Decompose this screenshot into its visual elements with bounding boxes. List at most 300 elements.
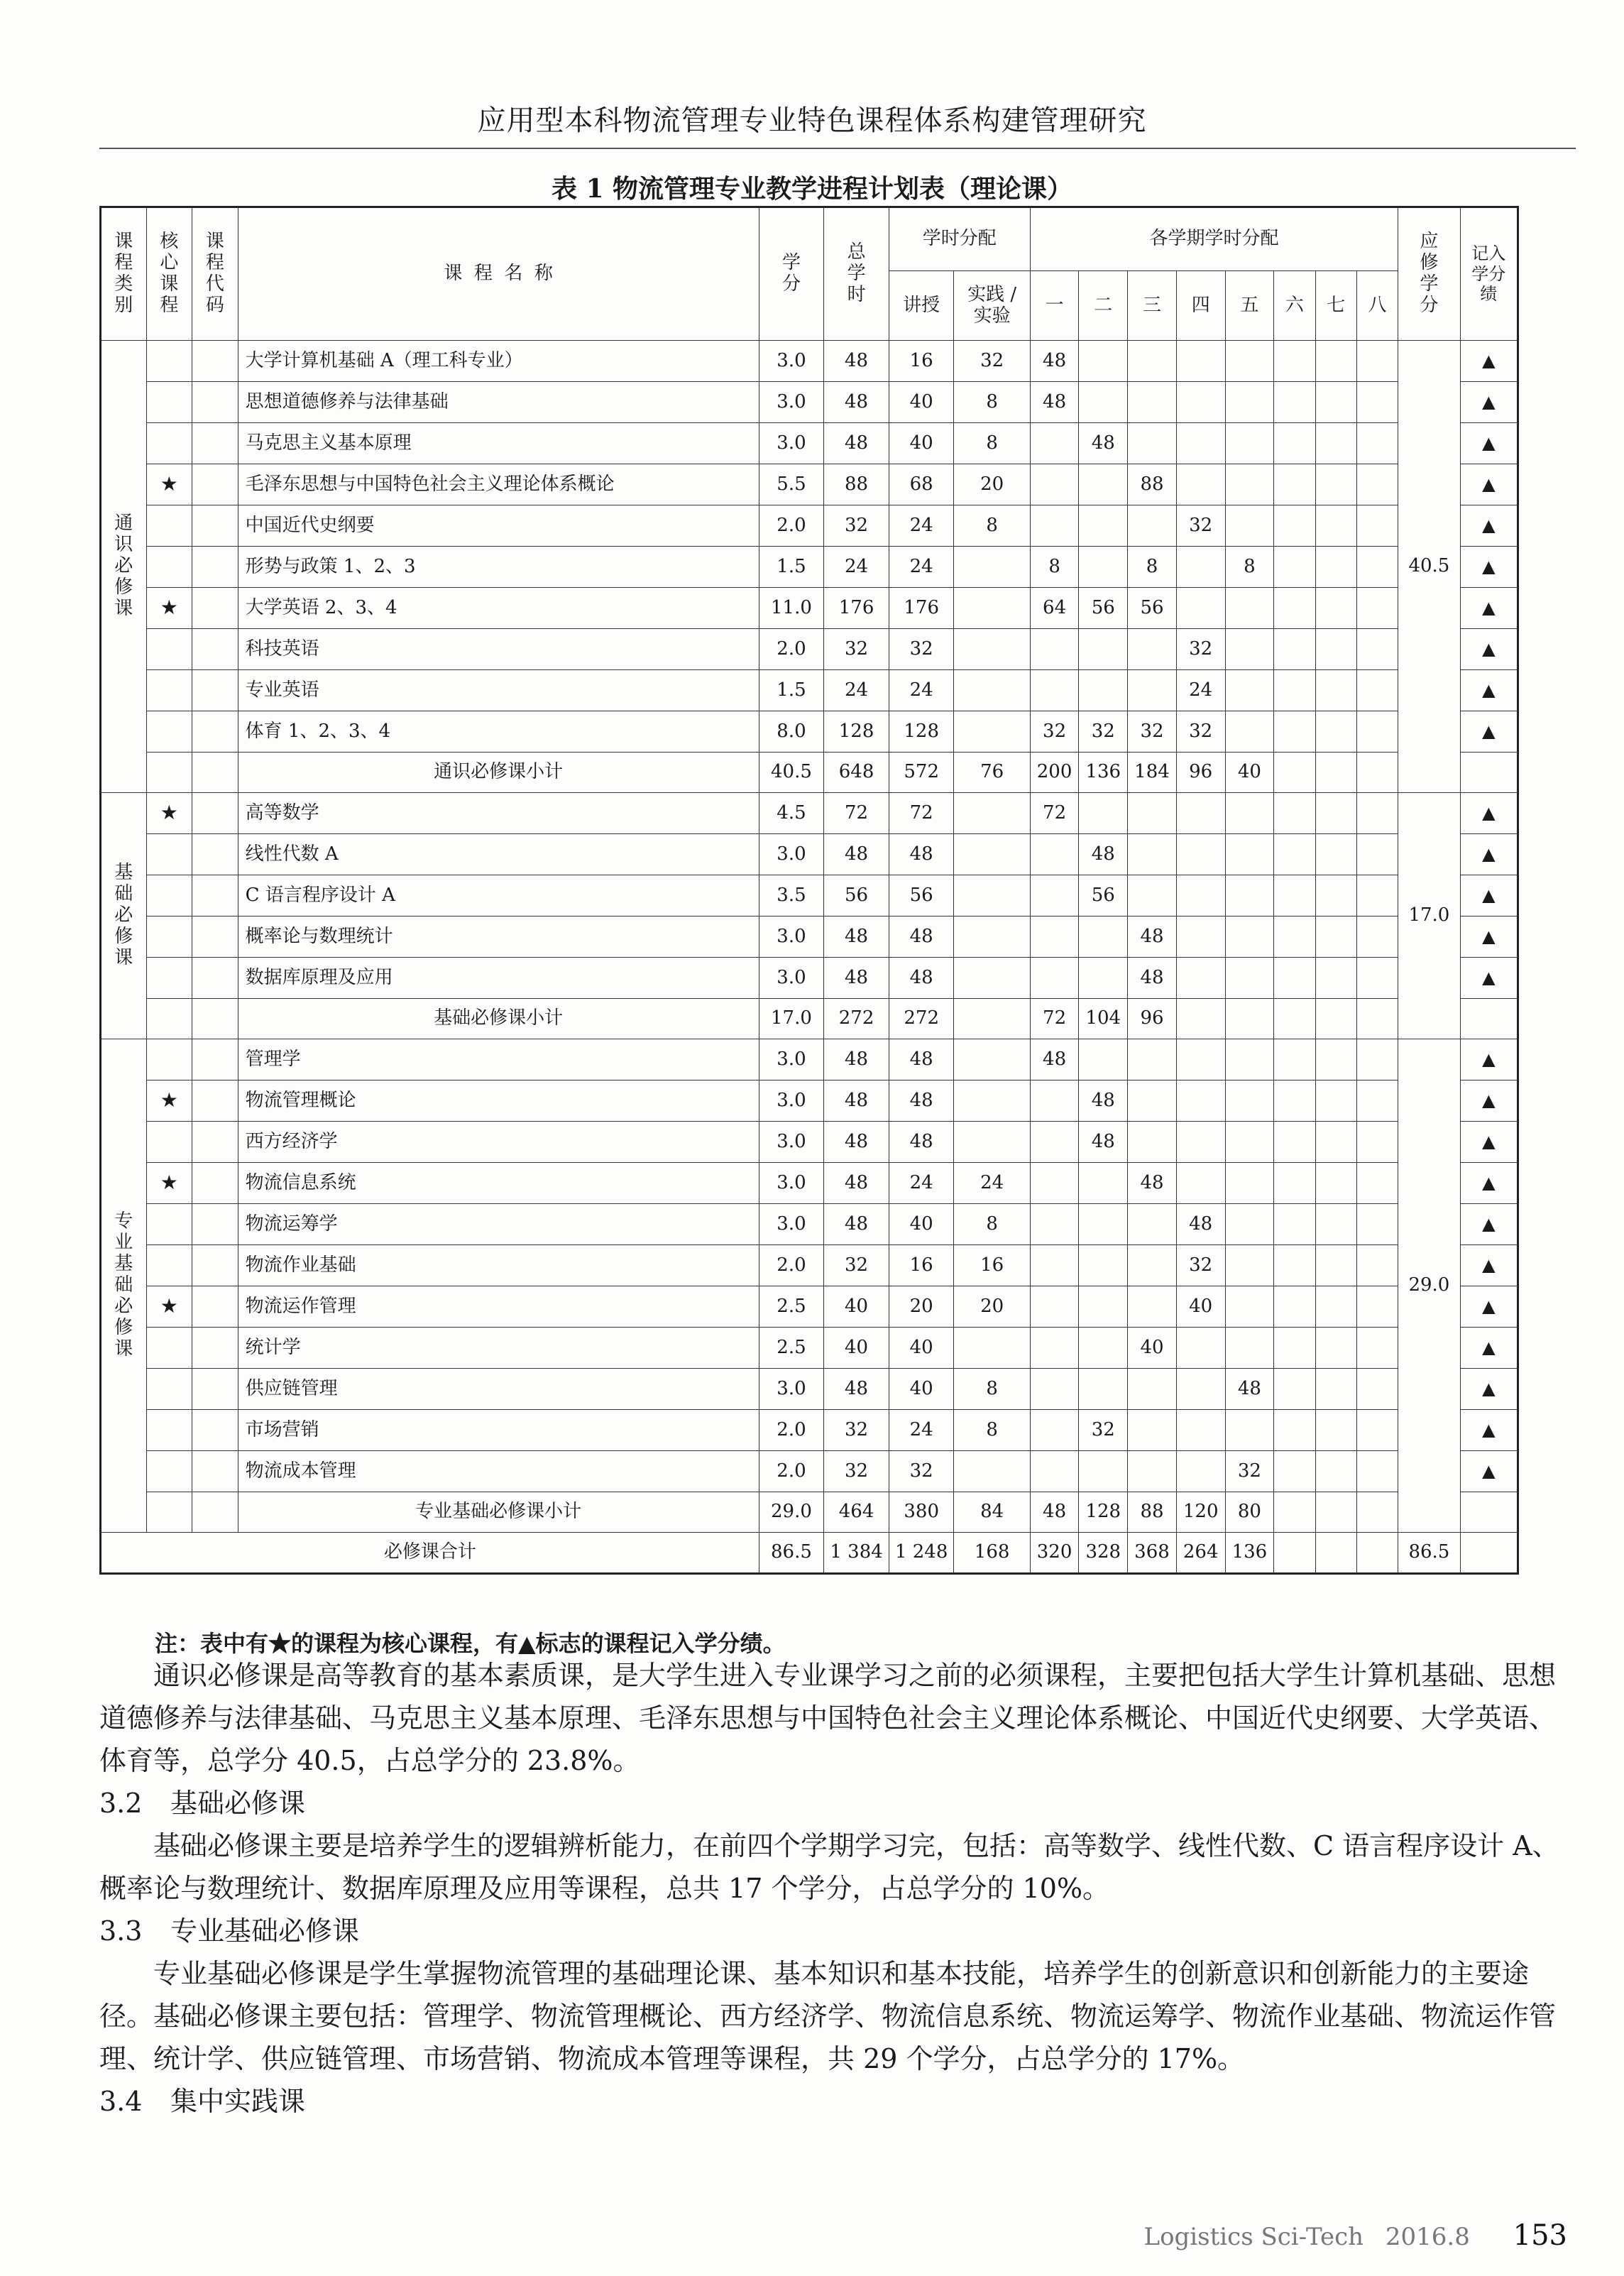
credit-cell: 3.0 [759, 834, 824, 875]
total-hours-cell: 56 [824, 875, 889, 917]
semester-6-cell [1274, 917, 1315, 958]
section-heading-3-4 [99, 2080, 1576, 2123]
semester-6-cell [1274, 464, 1315, 505]
semester-3-cell: 88 [1128, 1492, 1177, 1533]
core-star-cell [146, 1410, 192, 1451]
lecture-hours-cell: 72 [889, 793, 954, 834]
semester-5-cell [1225, 423, 1274, 464]
header-sem-5: 五 [1225, 271, 1274, 341]
practice-hours-cell: 32 [954, 341, 1030, 382]
table-row [101, 464, 1518, 505]
header-sem-7: 七 [1315, 271, 1356, 341]
semester-6-cell [1274, 1163, 1315, 1204]
semester-8-cell [1356, 834, 1398, 875]
gpa-mark-cell: ▲ [1460, 711, 1518, 753]
course-code-cell [192, 917, 238, 958]
semester-7-cell [1315, 629, 1356, 670]
header-sem-1: 一 [1030, 271, 1079, 341]
lecture-hours-cell: 40 [889, 1204, 954, 1245]
semester-4-cell [1176, 382, 1225, 423]
semester-3-cell: 48 [1128, 958, 1177, 999]
header-sem-4: 四 [1176, 271, 1225, 341]
semester-4-cell [1176, 547, 1225, 588]
semester-6-cell [1274, 1286, 1315, 1328]
semester-1-cell [1030, 1122, 1079, 1163]
lecture-hours-cell: 16 [889, 1245, 954, 1286]
core-star-cell [146, 629, 192, 670]
semester-2-cell [1079, 1204, 1128, 1245]
header-total-hours: 总 学 时 [824, 207, 889, 341]
total-hours-cell: 648 [824, 753, 889, 793]
header-code: 课 程 代 码 [192, 207, 238, 341]
semester-8-cell [1356, 670, 1398, 711]
semester-7-cell [1315, 505, 1356, 547]
semester-5-cell [1225, 1080, 1274, 1122]
course-code-cell [192, 1039, 238, 1080]
semester-6-cell [1274, 711, 1315, 753]
section-number: 3.3 [99, 1915, 143, 1947]
total-hours-cell: 40 [824, 1328, 889, 1369]
semester-7-cell [1315, 1328, 1356, 1369]
total-hours-cell: 32 [824, 629, 889, 670]
section-title: 专业基础必修课 [170, 1915, 360, 1947]
credit-cell: 1.5 [759, 670, 824, 711]
credit-cell: 2.0 [759, 1410, 824, 1451]
core-star-cell: ★ [146, 464, 192, 505]
lecture-hours-cell: 272 [889, 999, 954, 1039]
semester-1-cell: 48 [1030, 341, 1079, 382]
semester-3-cell: 56 [1128, 588, 1177, 629]
semester-6-cell [1274, 1533, 1315, 1574]
table-row [101, 1163, 1518, 1204]
course-name-cell: 市场营销 [238, 1410, 759, 1451]
semester-4-cell: 32 [1176, 711, 1225, 753]
credit-cell: 3.0 [759, 1080, 824, 1122]
table-row [101, 423, 1518, 464]
course-code-cell [192, 382, 238, 423]
category-cell [101, 793, 147, 1039]
course-code-cell [192, 1286, 238, 1328]
semester-1-cell: 8 [1030, 547, 1079, 588]
semester-8-cell [1356, 341, 1398, 382]
table-title: 表 1 物流管理专业教学进程计划表（理论课） [551, 174, 1073, 204]
semester-1-cell: 200 [1030, 753, 1079, 793]
semester-5-cell [1225, 958, 1274, 999]
semester-2-cell [1079, 1039, 1128, 1080]
semester-7-cell [1315, 1286, 1356, 1328]
paragraph-general: 通识必修课是高等教育的基本素质课，是大学生进入专业课学习之前的必须课程，主要把包括大学生计算机基础、思想道德修养与法律基础、马克思主义基本原理、毛泽东思想与中国特色社会主义理论体系概论、中国近代史纲要、大学英语、体育等，总学分 40.5，占总学分的 23.8%。 [99, 1660, 1557, 1776]
course-code-cell [192, 588, 238, 629]
semester-8-cell [1356, 1286, 1398, 1328]
total-hours-cell: 40 [824, 1286, 889, 1328]
semester-3-cell: 96 [1128, 999, 1177, 1039]
credit-cell: 2.0 [759, 629, 824, 670]
table-row [101, 1286, 1518, 1328]
table-body [101, 341, 1518, 1574]
practice-hours-cell: 84 [954, 1492, 1030, 1533]
table-row [101, 1039, 1518, 1080]
table-container [99, 206, 1519, 1575]
semester-6-cell [1274, 1369, 1315, 1410]
header-required-credits: 应 修 学 分 [1398, 207, 1460, 341]
semester-5-cell [1225, 999, 1274, 1039]
semester-5-cell: 8 [1225, 547, 1274, 588]
course-code-cell [192, 423, 238, 464]
core-star-cell: ★ [146, 793, 192, 834]
semester-4-cell: 40 [1176, 1286, 1225, 1328]
total-hours-cell: 48 [824, 1080, 889, 1122]
gpa-mark-cell: ▲ [1460, 1122, 1518, 1163]
header-hour-distribution: 学时分配 [889, 207, 1030, 271]
core-star-cell [146, 1122, 192, 1163]
semester-7-cell [1315, 999, 1356, 1039]
course-name-cell: 毛泽东思想与中国特色社会主义理论体系概论 [238, 464, 759, 505]
gpa-mark-cell: ▲ [1460, 1328, 1518, 1369]
course-code-cell [192, 547, 238, 588]
core-star-cell [146, 1204, 192, 1245]
semester-5-cell [1225, 1328, 1274, 1369]
table-row [101, 629, 1518, 670]
course-name-cell: 中国近代史纲要 [238, 505, 759, 547]
semester-3-cell [1128, 1451, 1177, 1492]
practice-hours-cell [954, 547, 1030, 588]
course-name-cell: C 语言程序设计 A [238, 875, 759, 917]
gpa-mark-cell: ▲ [1460, 1039, 1518, 1080]
table-row [101, 588, 1518, 629]
semester-7-cell [1315, 1122, 1356, 1163]
gpa-mark-cell: ▲ [1460, 1286, 1518, 1328]
credit-cell: 3.0 [759, 917, 824, 958]
semester-5-cell [1225, 711, 1274, 753]
course-code-cell [192, 1204, 238, 1245]
gpa-mark-cell: ▲ [1460, 1245, 1518, 1286]
required-credits-cell: 40.5 [1398, 341, 1460, 793]
credit-cell: 2.0 [759, 505, 824, 547]
course-name-cell: 概率论与数理统计 [238, 917, 759, 958]
total-hours-cell: 32 [824, 1245, 889, 1286]
credit-cell: 3.0 [759, 1163, 824, 1204]
semester-6-cell [1274, 834, 1315, 875]
practice-hours-cell [954, 711, 1030, 753]
semester-8-cell [1356, 382, 1398, 423]
course-code-cell [192, 999, 238, 1039]
semester-7-cell [1315, 1080, 1356, 1122]
semester-2-cell [1079, 1163, 1128, 1204]
semester-1-cell [1030, 834, 1079, 875]
semester-8-cell [1356, 1080, 1398, 1122]
semester-8-cell [1356, 588, 1398, 629]
table-row [101, 1122, 1518, 1163]
semester-1-cell: 64 [1030, 588, 1079, 629]
semester-7-cell [1315, 1533, 1356, 1574]
semester-5-cell: 80 [1225, 1492, 1274, 1533]
semester-3-cell: 8 [1128, 547, 1177, 588]
semester-7-cell [1315, 464, 1356, 505]
table-row [101, 793, 1518, 834]
gpa-mark-cell: ▲ [1460, 1451, 1518, 1492]
gpa-mark-cell: ▲ [1460, 917, 1518, 958]
lecture-hours-cell: 40 [889, 1328, 954, 1369]
gpa-mark-cell: ▲ [1460, 1204, 1518, 1245]
credit-cell: 40.5 [759, 753, 824, 793]
paragraph-basic: 基础必修课主要是培养学生的逻辑辨析能力，在前四个学期学习完，包括：高等数学、线性代数、C 语言程序设计 A、概率论与数理统计、数据库原理及应用等课程，总共 17 个学分，占总学分的 10%。 [99, 1830, 1559, 1904]
semester-2-cell [1079, 1328, 1128, 1369]
lecture-hours-cell: 16 [889, 341, 954, 382]
course-code-cell [192, 753, 238, 793]
core-star-cell [146, 547, 192, 588]
lecture-hours-cell: 68 [889, 464, 954, 505]
total-hours-cell: 24 [824, 547, 889, 588]
total-hours-cell: 72 [824, 793, 889, 834]
semester-4-cell [1176, 1122, 1225, 1163]
semester-6-cell [1274, 382, 1315, 423]
practice-hours-cell [954, 1122, 1030, 1163]
page-footer [1143, 2219, 1567, 2252]
semester-8-cell [1356, 1245, 1398, 1286]
header-credit: 学 分 [759, 207, 824, 341]
semester-5-cell [1225, 917, 1274, 958]
practice-hours-cell: 8 [954, 423, 1030, 464]
semester-3-cell [1128, 341, 1177, 382]
section-title: 集中实践课 [170, 2086, 306, 2117]
core-star-cell [146, 917, 192, 958]
semester-6-cell [1274, 1122, 1315, 1163]
gpa-mark-cell: ▲ [1460, 382, 1518, 423]
semester-2-cell [1079, 341, 1128, 382]
semester-7-cell [1315, 423, 1356, 464]
lecture-hours-cell: 48 [889, 958, 954, 999]
subtotal-label-cell: 专业基础必修课小计 [238, 1492, 759, 1533]
table-row [101, 382, 1518, 423]
semester-1-cell [1030, 423, 1079, 464]
core-star-cell [146, 958, 192, 999]
semester-2-cell: 48 [1079, 1122, 1128, 1163]
semester-6-cell [1274, 1245, 1315, 1286]
semester-4-cell: 120 [1176, 1492, 1225, 1533]
lecture-hours-cell: 24 [889, 1410, 954, 1451]
semester-7-cell [1315, 917, 1356, 958]
course-name-cell: 物流信息系统 [238, 1163, 759, 1204]
course-name-cell: 线性代数 A [238, 834, 759, 875]
total-hours-cell: 24 [824, 670, 889, 711]
course-code-cell [192, 1451, 238, 1492]
table-row [101, 547, 1518, 588]
semester-8-cell [1356, 1122, 1398, 1163]
semester-2-cell: 136 [1079, 753, 1128, 793]
semester-3-cell [1128, 629, 1177, 670]
gpa-mark-cell: ▲ [1460, 547, 1518, 588]
core-star-cell [146, 875, 192, 917]
lecture-hours-cell: 1 248 [889, 1533, 954, 1574]
table-row [101, 917, 1518, 958]
semester-7-cell [1315, 547, 1356, 588]
lecture-hours-cell: 176 [889, 588, 954, 629]
semester-4-cell [1176, 1080, 1225, 1122]
credit-cell: 3.0 [759, 1204, 824, 1245]
semester-8-cell [1356, 1533, 1398, 1574]
semester-2-cell: 48 [1079, 834, 1128, 875]
semester-1-cell [1030, 1451, 1079, 1492]
total-hours-cell: 48 [824, 1204, 889, 1245]
total-hours-cell: 32 [824, 505, 889, 547]
lecture-hours-cell: 572 [889, 753, 954, 793]
page-number: 153 [1513, 2219, 1567, 2252]
semester-2-cell [1079, 793, 1128, 834]
lecture-hours-cell: 20 [889, 1286, 954, 1328]
core-star-cell [146, 505, 192, 547]
course-name-cell: 物流成本管理 [238, 1451, 759, 1492]
semester-8-cell [1356, 1328, 1398, 1369]
credit-cell: 11.0 [759, 588, 824, 629]
semester-1-cell: 320 [1030, 1533, 1079, 1574]
course-code-cell [192, 629, 238, 670]
practice-hours-cell [954, 1039, 1030, 1080]
course-code-cell [192, 958, 238, 999]
semester-1-cell [1030, 917, 1079, 958]
semester-5-cell [1225, 341, 1274, 382]
semester-8-cell [1356, 505, 1398, 547]
core-star-cell [146, 1328, 192, 1369]
semester-6-cell [1274, 1204, 1315, 1245]
semester-8-cell [1356, 1204, 1398, 1245]
gpa-mark-cell: ▲ [1460, 958, 1518, 999]
semester-8-cell [1356, 958, 1398, 999]
semester-3-cell: 184 [1128, 753, 1177, 793]
semester-5-cell [1225, 1204, 1274, 1245]
semester-4-cell: 264 [1176, 1533, 1225, 1574]
credit-cell: 2.0 [759, 1451, 824, 1492]
header-rule [99, 148, 1576, 149]
practice-hours-cell: 20 [954, 1286, 1030, 1328]
lecture-hours-cell: 48 [889, 1122, 954, 1163]
course-code-cell [192, 1369, 238, 1410]
total-hours-cell: 48 [824, 1122, 889, 1163]
core-star-cell [146, 834, 192, 875]
category-cell-text: 专 业 基 础 必 修 课 [114, 1210, 133, 1359]
semester-6-cell [1274, 588, 1315, 629]
semester-3-cell [1128, 1122, 1177, 1163]
semester-3-cell: 88 [1128, 464, 1177, 505]
semester-4-cell [1176, 1451, 1225, 1492]
practice-hours-cell: 16 [954, 1245, 1030, 1286]
practice-hours-cell [954, 588, 1030, 629]
semester-5-cell [1225, 464, 1274, 505]
header-lecture: 讲授 [889, 271, 954, 341]
semester-7-cell [1315, 670, 1356, 711]
credit-cell: 1.5 [759, 547, 824, 588]
semester-1-cell [1030, 958, 1079, 999]
semester-5-cell [1225, 629, 1274, 670]
semester-8-cell [1356, 999, 1398, 1039]
core-star-cell [146, 1492, 192, 1533]
core-star-cell [146, 999, 192, 1039]
semester-4-cell [1176, 793, 1225, 834]
semester-1-cell: 48 [1030, 1039, 1079, 1080]
total-hours-cell: 176 [824, 588, 889, 629]
semester-2-cell: 328 [1079, 1533, 1128, 1574]
course-name-cell: 马克思主义基本原理 [238, 423, 759, 464]
practice-hours-cell: 8 [954, 1410, 1030, 1451]
core-star-cell: ★ [146, 1163, 192, 1204]
semester-4-cell: 32 [1176, 1245, 1225, 1286]
semester-5-cell [1225, 793, 1274, 834]
semester-7-cell [1315, 753, 1356, 793]
semester-8-cell [1356, 711, 1398, 753]
practice-hours-cell [954, 793, 1030, 834]
subtotal-row [101, 1492, 1518, 1533]
journal-issue: 2016.8 [1385, 2223, 1470, 2251]
semester-3-cell [1128, 793, 1177, 834]
grand-total-row [101, 1533, 1518, 1574]
semester-5-cell: 136 [1225, 1533, 1274, 1574]
total-hours-cell: 464 [824, 1492, 889, 1533]
semester-2-cell: 48 [1079, 1080, 1128, 1122]
core-star-cell [146, 711, 192, 753]
lecture-hours-cell: 24 [889, 1163, 954, 1204]
semester-3-cell [1128, 670, 1177, 711]
semester-3-cell [1128, 1204, 1177, 1245]
semester-3-cell [1128, 1369, 1177, 1410]
semester-4-cell [1176, 588, 1225, 629]
core-star-cell [146, 382, 192, 423]
practice-hours-cell [954, 917, 1030, 958]
semester-4-cell: 48 [1176, 1204, 1225, 1245]
category-cell [101, 1039, 147, 1533]
header-course-name: 课 程 名 称 [238, 207, 759, 341]
category-cell [101, 341, 147, 793]
semester-2-cell: 32 [1079, 1410, 1128, 1451]
semester-7-cell [1315, 1163, 1356, 1204]
semester-2-cell [1079, 547, 1128, 588]
semester-4-cell [1176, 958, 1225, 999]
semester-6-cell [1274, 958, 1315, 999]
semester-4-cell: 96 [1176, 753, 1225, 793]
semester-5-cell [1225, 382, 1274, 423]
course-name-cell: 大学英语 2、3、4 [238, 588, 759, 629]
semester-4-cell [1176, 341, 1225, 382]
semester-5-cell [1225, 1410, 1274, 1451]
total-hours-cell: 88 [824, 464, 889, 505]
course-code-cell [192, 1245, 238, 1286]
practice-hours-cell: 20 [954, 464, 1030, 505]
practice-hours-cell: 8 [954, 505, 1030, 547]
gpa-mark-cell: ▲ [1460, 341, 1518, 382]
gpa-mark-cell: ▲ [1460, 588, 1518, 629]
core-star-cell [146, 423, 192, 464]
course-name-cell: 思想道德修养与法律基础 [238, 382, 759, 423]
semester-4-cell [1176, 999, 1225, 1039]
semester-4-cell [1176, 834, 1225, 875]
course-name-cell: 管理学 [238, 1039, 759, 1080]
core-star-cell [146, 341, 192, 382]
practice-hours-cell: 8 [954, 1204, 1030, 1245]
semester-7-cell [1315, 1492, 1356, 1533]
semester-1-cell: 48 [1030, 1492, 1079, 1533]
course-name-cell: 物流管理概论 [238, 1080, 759, 1122]
semester-2-cell: 56 [1079, 588, 1128, 629]
semester-2-cell [1079, 958, 1128, 999]
semester-4-cell [1176, 464, 1225, 505]
semester-1-cell: 72 [1030, 999, 1079, 1039]
core-star-cell [146, 670, 192, 711]
semester-7-cell [1315, 1204, 1356, 1245]
course-name-cell: 物流作业基础 [238, 1245, 759, 1286]
semester-5-cell: 40 [1225, 753, 1274, 793]
practice-hours-cell [954, 670, 1030, 711]
course-name-cell: 体育 1、2、3、4 [238, 711, 759, 753]
table-row [101, 1328, 1518, 1369]
body-text [99, 1654, 1576, 2123]
